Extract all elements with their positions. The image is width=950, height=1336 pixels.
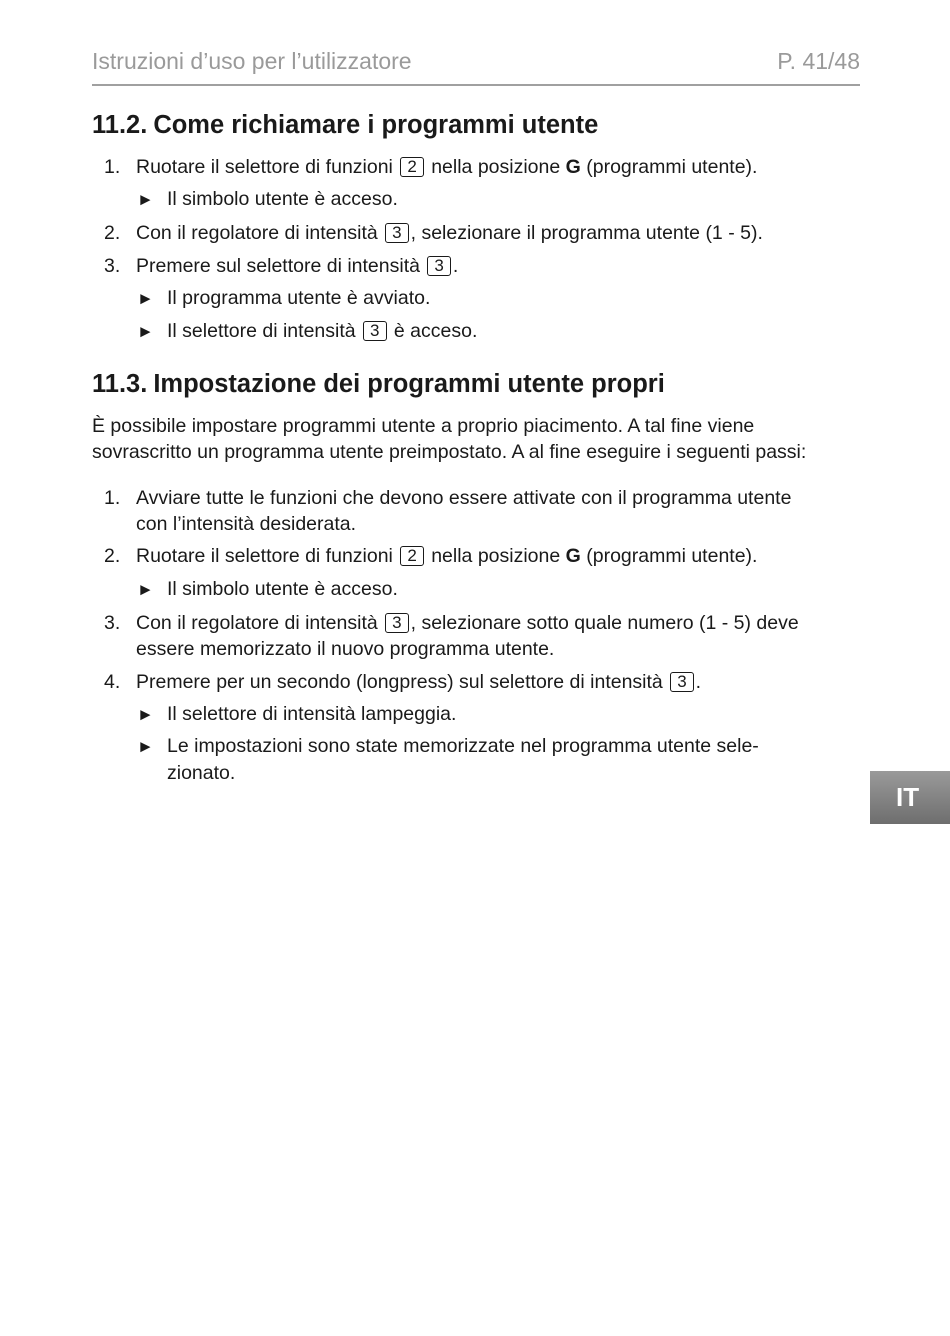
arrow-right-icon: ►	[137, 322, 154, 341]
intro-paragraph: È possibile impostare programmi utente a proprio piacimento. A tal fine viene sovrascritto un programma utente preimpostato. A al fine eseguire i seguenti passi:	[92, 415, 807, 463]
arrow-right-icon: ►	[137, 705, 154, 724]
result-item: ► Le impostazioni sono state memorizzate nel programma utente sele- zionato.	[137, 735, 759, 784]
step-number: 1.	[104, 487, 121, 509]
arrow-right-icon: ►	[137, 737, 154, 756]
document-title: Istruzioni d’uso per l’utilizzatore	[92, 48, 412, 74]
arrow-right-icon: ►	[137, 580, 154, 599]
section-title-text: Come richiamare i programmi utente	[153, 111, 599, 139]
result-item: ► Il programma utente è avviato.	[137, 285, 860, 312]
language-code: IT	[896, 782, 920, 812]
list-item: 3. Con il regolatore di intensità 3 , selezionare sotto quale numero (1 - 5) deve essere memorizzato il nuovo programma utente.	[104, 612, 799, 660]
section-number: 11.3.	[92, 370, 148, 398]
control-number-box: 3	[670, 672, 693, 692]
section-title-text: Impostazione dei programmi utente propri	[153, 370, 665, 398]
position-letter: G	[565, 545, 581, 567]
language-tab	[870, 771, 950, 824]
step-number: 3.	[104, 612, 121, 634]
result-item: ► Il simbolo utente è acceso.	[137, 576, 860, 603]
list-item: 2. Ruotare il selettore di funzioni 2 nella posizione G (programmi utente).	[104, 545, 758, 567]
list-item: 4. Premere per un secondo (longpress) sul selettore di intensità 3 .	[104, 671, 702, 693]
result-item: ► Il simbolo utente è acceso.	[137, 186, 860, 213]
control-number-box: 2	[400, 546, 423, 566]
step-number: 3.	[104, 255, 121, 277]
list-item: 3. Premere sul selettore di intensità 3 .	[104, 255, 459, 277]
result-item: ► Il selettore di intensità 3 è acceso.	[137, 318, 860, 345]
step-number: 1.	[104, 156, 121, 178]
step-number: 4.	[104, 671, 121, 693]
position-letter: G	[565, 156, 581, 178]
section-heading-11-3	[92, 370, 665, 399]
arrow-right-icon: ►	[137, 190, 154, 209]
result-item: ► Il selettore di intensità lampeggia.	[137, 701, 860, 728]
step-number: 2.	[104, 222, 121, 244]
section-number: 11.2.	[92, 111, 148, 139]
page-header	[92, 48, 860, 86]
control-number-box: 3	[385, 223, 408, 243]
step-number: 2.	[104, 545, 121, 567]
page-number: P. 41/48	[777, 48, 860, 74]
arrow-right-icon: ►	[137, 289, 154, 308]
control-number-box: 2	[400, 157, 423, 177]
control-number-box: 3	[427, 256, 450, 276]
list-item: 1. Ruotare il selettore di funzioni 2 nella posizione G (programmi utente).	[104, 156, 758, 178]
section-heading-11-2	[92, 111, 598, 140]
list-item: 1. Avviare tutte le funzioni che devono essere attivate con il programma utente con l’intensità desiderata.	[104, 487, 792, 535]
control-number-box: 3	[385, 613, 408, 633]
control-number-box: 3	[363, 321, 386, 341]
list-item: 2. Con il regolatore di intensità 3 , selezionare il programma utente (1 - 5).	[104, 222, 763, 244]
